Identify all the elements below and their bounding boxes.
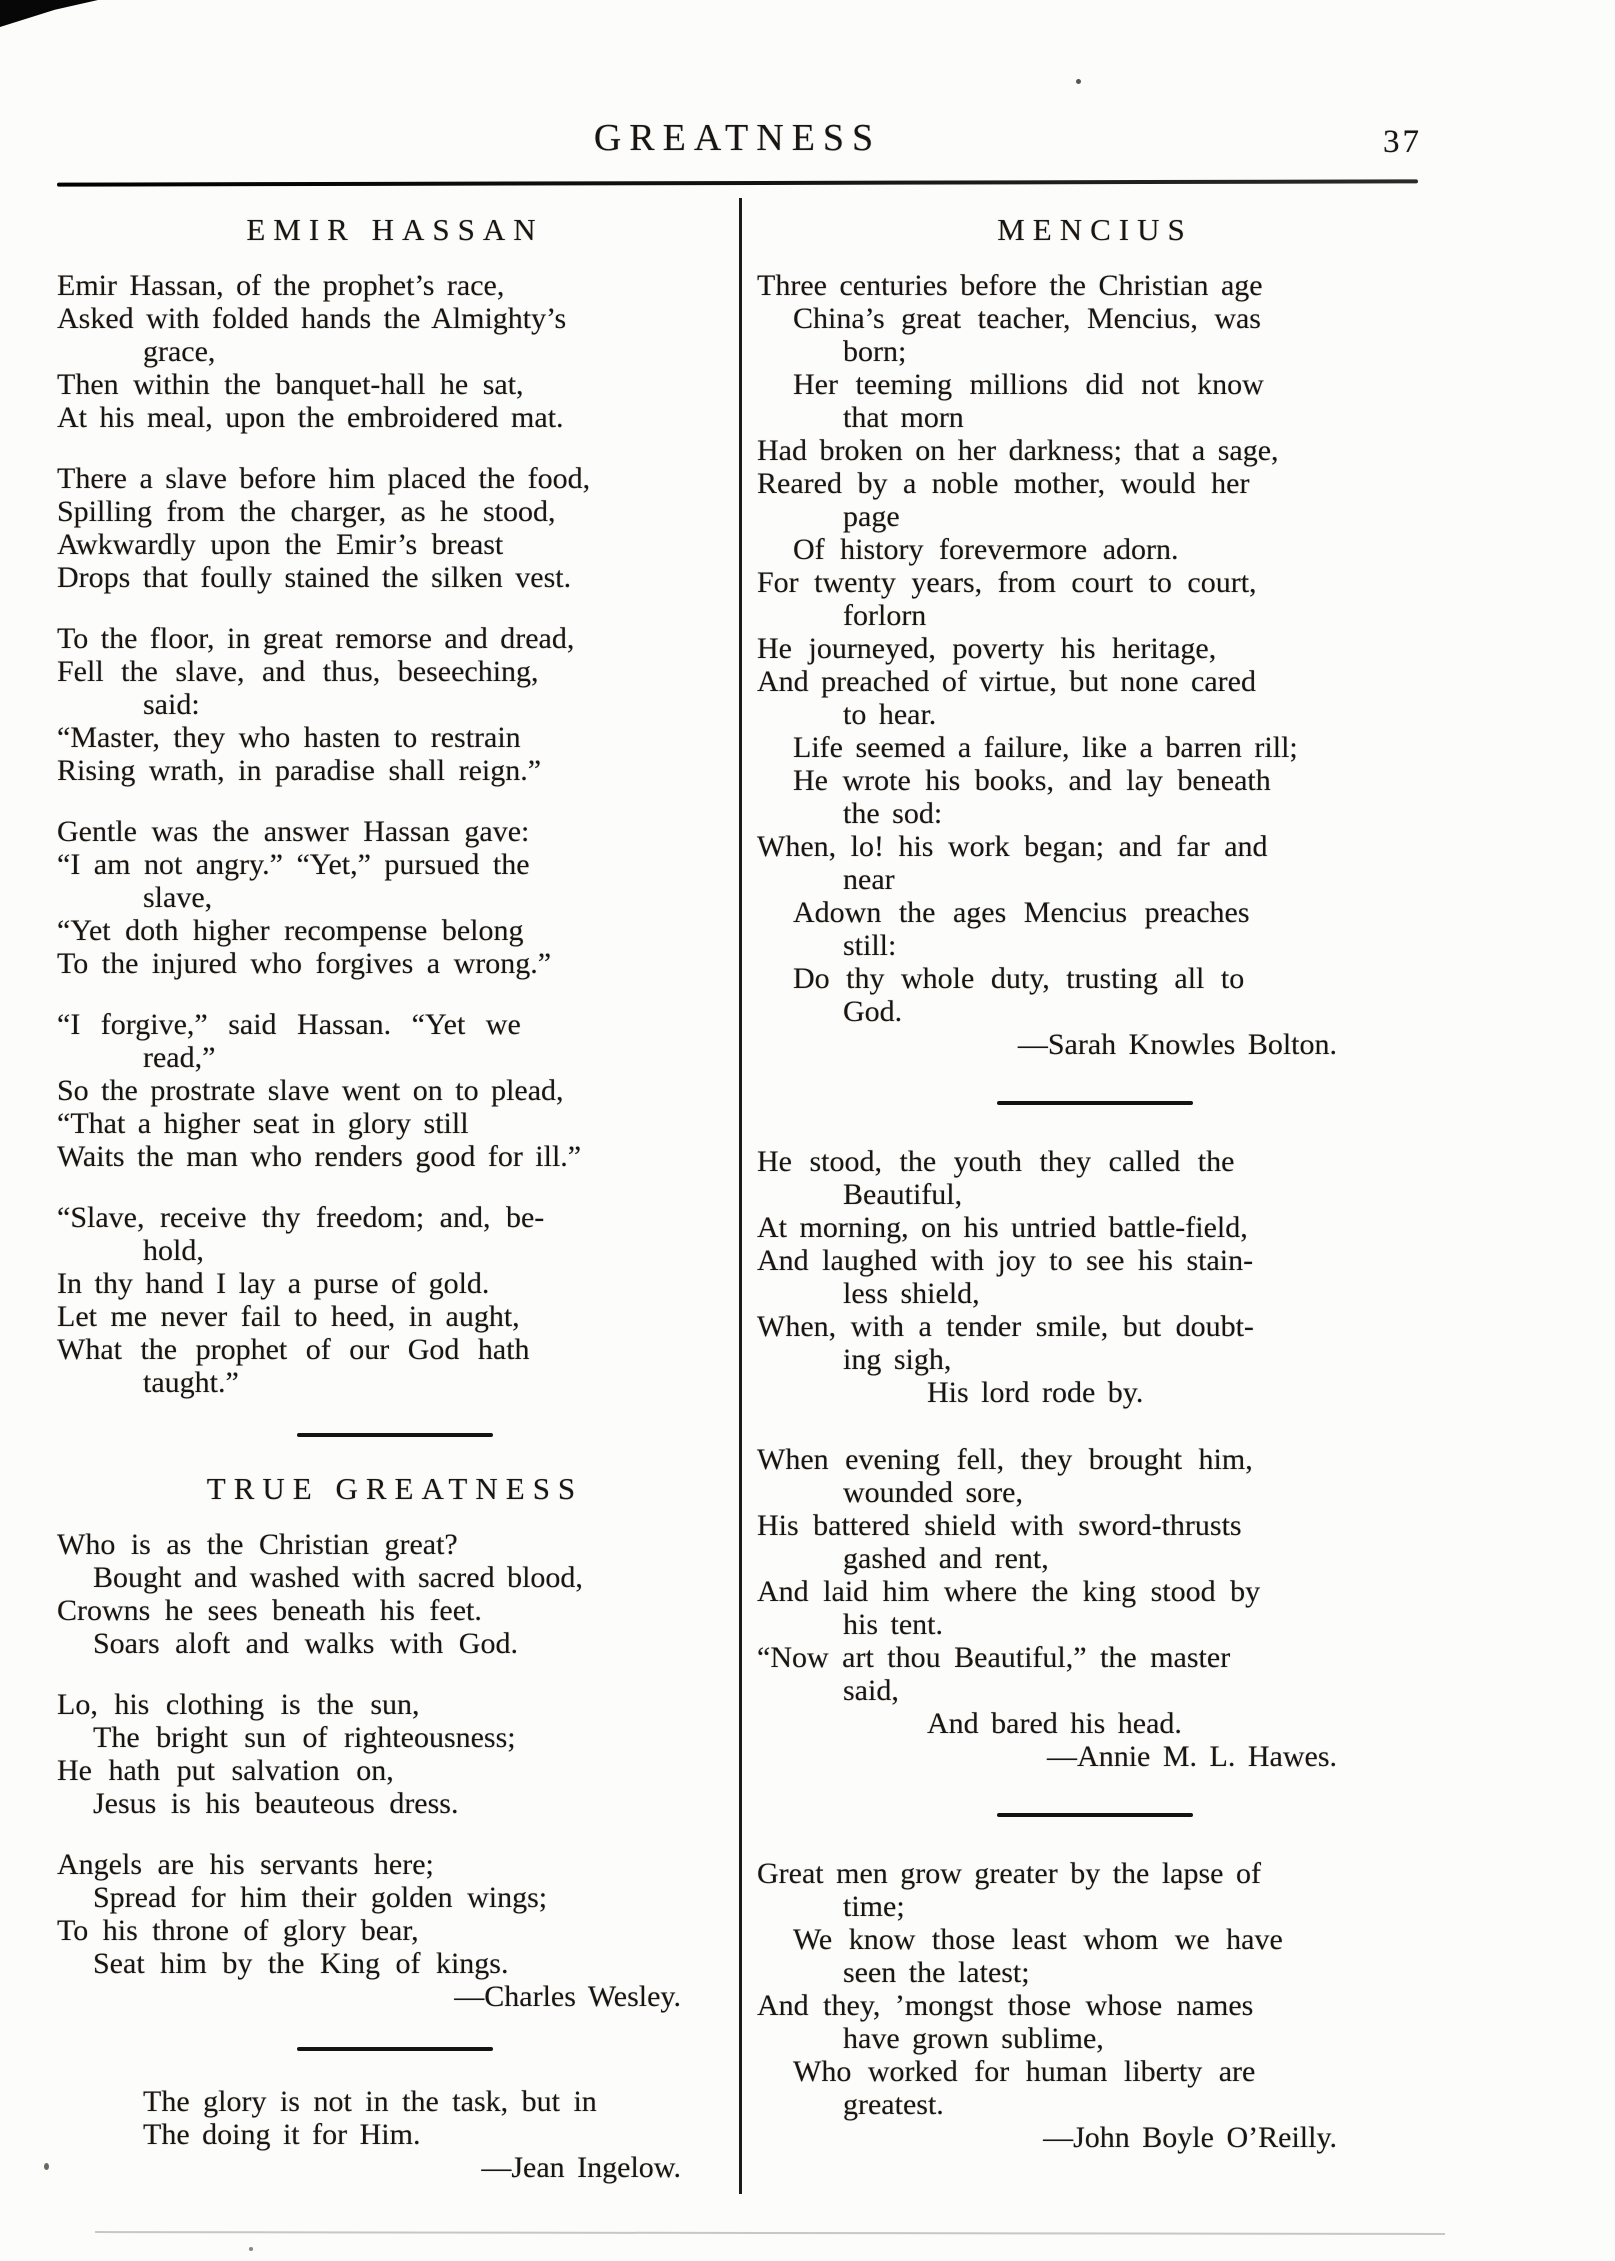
poem-line: He hath put salvation on,: [57, 1754, 394, 1787]
poem-stanza: [757, 1145, 1433, 1409]
poem-stanza: [57, 622, 733, 787]
poem-line: grace,: [143, 335, 216, 368]
poem-attribution: —John Boyle O’Reilly.: [1043, 2121, 1337, 2154]
poem-line: Had broken on her darkness; that a sage,: [757, 434, 1279, 467]
poem-line: time;: [843, 1890, 905, 1923]
poem-line: His lord rode by.: [927, 1376, 1144, 1409]
poem-line: To the floor, in great remorse and dread,: [57, 622, 575, 655]
poem-line: So the prostrate slave went on to plead,: [57, 1074, 564, 1107]
poem-stanza: [57, 1201, 733, 1399]
poem-line: God.: [843, 995, 903, 1028]
poem-line: that morn: [843, 401, 964, 434]
poem-line: Let me never fail to heed, in aught,: [57, 1300, 520, 1333]
poem-line: greatest.: [843, 2088, 944, 2121]
poem-line: still:: [843, 929, 897, 962]
poem-line: To the injured who forgives a wrong.”: [57, 947, 552, 980]
poem-line: China’s great teacher, Mencius, was: [793, 302, 1261, 335]
poem-stanza: [757, 1443, 1433, 1773]
poem-line: Spread for him their golden wings;: [93, 1881, 548, 1914]
poem-line: Three centuries before the Christian age: [757, 269, 1263, 302]
poem-line: have grown sublime,: [843, 2022, 1104, 2055]
poem-line: Spilling from the charger, as he stood,: [57, 495, 556, 528]
poem-line: The doing it for Him.: [143, 2118, 421, 2151]
poem-line: What the prophet of our God hath: [57, 1333, 530, 1366]
poem-line: less shield,: [843, 1277, 980, 1310]
poem-line: to hear.: [843, 698, 937, 731]
page-title: GREATNESS: [593, 117, 882, 159]
poem-line: wounded sore,: [843, 1476, 1023, 1509]
poem-title-mencius: MENCIUS: [997, 212, 1193, 247]
poem-line: ing sigh,: [843, 1343, 952, 1376]
poem-attribution: —Annie M. L. Hawes.: [1047, 1740, 1337, 1773]
poem-attribution: —Sarah Knowles Bolton.: [1017, 1028, 1337, 1061]
poem-line: Soars aloft and walks with God.: [93, 1627, 518, 1660]
poem-stanza: [57, 1528, 733, 1660]
poem-line: read,”: [143, 1041, 216, 1074]
column-right: [757, 198, 1433, 2188]
poem-line: And preached of virtue, but none cared: [757, 665, 1256, 698]
poem-line: When, with a tender smile, but doubt-: [757, 1310, 1254, 1343]
poem-line: He journeyed, poverty his heritage,: [757, 632, 1217, 665]
poem-line: To his throne of glory bear,: [57, 1914, 419, 1947]
poem-line: In thy hand I lay a purse of gold.: [57, 1267, 490, 1300]
poem-line: “Now art thou Beautiful,” the master: [757, 1641, 1231, 1674]
poem-title-emir-hassan: EMIR HASSAN: [246, 212, 544, 247]
poem-attribution: —Charles Wesley.: [454, 1980, 681, 2013]
poem-line: And they, ’mongst those whose names: [757, 1989, 1254, 2022]
poem-line: slave,: [143, 881, 213, 914]
poem-stanza: [757, 1857, 1433, 2154]
poem-line: And bared his head.: [927, 1707, 1182, 1740]
poem-line: Reared by a noble mother, would her: [757, 467, 1250, 500]
poem-line: Gentle was the answer Hassan gave:: [57, 815, 530, 848]
poem-line: Lo, his clothing is the sun,: [57, 1688, 420, 1721]
poem-stanza: [57, 269, 733, 434]
poem-line: Waits the man who renders good for ill.”: [57, 1140, 582, 1173]
poem-line: Then within the banquet-hall he sat,: [57, 368, 524, 401]
poem-line: hold,: [143, 1234, 204, 1267]
poem-stanza: [57, 1688, 733, 1820]
poem-title-true-greatness: TRUE GREATNESS: [206, 1471, 584, 1506]
poem-line: We know those least whom we have: [793, 1923, 1283, 1956]
page-number: 37: [1383, 124, 1422, 160]
poem-line: He stood, the youth they called the: [757, 1145, 1235, 1178]
poem-line: born;: [843, 335, 907, 368]
poem-line: Adown the ages Mencius preaches: [793, 896, 1250, 929]
poem-stanza: [57, 815, 733, 980]
poem-line: Who is as the Christian great?: [57, 1528, 458, 1561]
scan-speck: [249, 2247, 253, 2251]
poem-line: At his meal, upon the embroidered mat.: [57, 401, 564, 434]
poem-line: Seat him by the King of kings.: [93, 1947, 509, 1980]
poem-line: “That a higher seat in glory still: [57, 1107, 469, 1140]
scan-speck: [1076, 79, 1081, 84]
poem-line: Beautiful,: [843, 1178, 963, 1211]
poem-line: When, lo! his work began; and far and: [757, 830, 1268, 863]
poem-line: “I forgive,” said Hassan. “Yet we: [57, 1008, 521, 1041]
poem-line: “Slave, receive thy freedom; and, be-: [57, 1201, 545, 1234]
poem-line: When evening fell, they brought him,: [757, 1443, 1253, 1476]
poem-line: gashed and rent,: [843, 1542, 1049, 1575]
poem-line: For twenty years, from court to court,: [757, 566, 1257, 599]
poem-line: said,: [843, 1674, 899, 1707]
poem-line: Great men grow greater by the lapse of: [757, 1857, 1261, 1890]
column-divider: [739, 198, 742, 2194]
poem-line: At morning, on his untried battle-field,: [757, 1211, 1248, 1244]
poem-line: There a slave before him placed the food,: [57, 462, 591, 495]
separator-rule: [997, 1101, 1193, 1105]
poem-stanza: [57, 1008, 733, 1173]
poem-stanza: [57, 462, 733, 594]
poem-line: Asked with folded hands the Almighty’s: [57, 302, 567, 335]
poem-line: Of history forevermore adorn.: [793, 533, 1179, 566]
scan-corner-artifact: [0, 0, 98, 27]
separator-rule: [297, 2047, 493, 2051]
scan-bottom-line: [95, 2231, 1445, 2235]
poem-line: And laughed with joy to see his stain-: [757, 1244, 1254, 1277]
separator-rule: [997, 1813, 1193, 1817]
separator-rule: [297, 1433, 493, 1437]
poem-line: forlorn: [843, 599, 927, 632]
poem-line: near: [843, 863, 895, 896]
poem-line: “Master, they who hasten to restrain: [57, 721, 521, 754]
poem-line: Crowns he sees beneath his feet.: [57, 1594, 482, 1627]
poem-line: The glory is not in the task, but in: [143, 2085, 597, 2118]
poem-line: His battered shield with sword-thrusts: [757, 1509, 1242, 1542]
poem-line: The bright sun of righteousness;: [93, 1721, 516, 1754]
poem-line: “Yet doth higher recompense belong: [57, 914, 524, 947]
poem-stanza: [757, 269, 1433, 1061]
poem-line: said:: [143, 688, 200, 721]
poem-line: Her teeming millions did not know: [793, 368, 1264, 401]
poem-line: He wrote his books, and lay beneath: [793, 764, 1271, 797]
poem-line: “I am not angry.” “Yet,” pursued the: [57, 848, 530, 881]
poem-stanza: [57, 1848, 733, 2013]
poem-line: Who worked for human liberty are: [793, 2055, 1256, 2088]
poem-line: Awkwardly upon the Emir’s breast: [57, 528, 504, 561]
poem-line: taught.”: [143, 1366, 239, 1399]
poem-line: Life seemed a failure, like a barren rill;: [793, 731, 1298, 764]
poem-line: his tent.: [843, 1608, 943, 1641]
poem-line: page: [843, 500, 900, 533]
poem-line: Rising wrath, in paradise shall reign.”: [57, 754, 542, 787]
poem-line: seen the latest;: [843, 1956, 1030, 1989]
poem-line: the sod:: [843, 797, 943, 830]
column-left: [57, 198, 733, 2212]
poem-attribution: —Jean Ingelow.: [481, 2151, 681, 2184]
poem-line: Fell the slave, and thus, beseeching,: [57, 655, 539, 688]
poem-line: Bought and washed with sacred blood,: [93, 1561, 583, 1594]
poem-line: And laid him where the king stood by: [757, 1575, 1261, 1608]
scan-speck: [44, 2163, 49, 2170]
poem-stanza: [57, 2085, 733, 2184]
poem-line: Jesus is his beauteous dress.: [93, 1787, 459, 1820]
poem-line: Do thy whole duty, trusting all to: [793, 962, 1245, 995]
header-rule: [57, 179, 1418, 186]
poem-line: Angels are his servants here;: [57, 1848, 434, 1881]
poem-line: Emir Hassan, of the prophet’s race,: [57, 269, 505, 302]
poem-line: Drops that foully stained the silken vest.: [57, 561, 572, 594]
